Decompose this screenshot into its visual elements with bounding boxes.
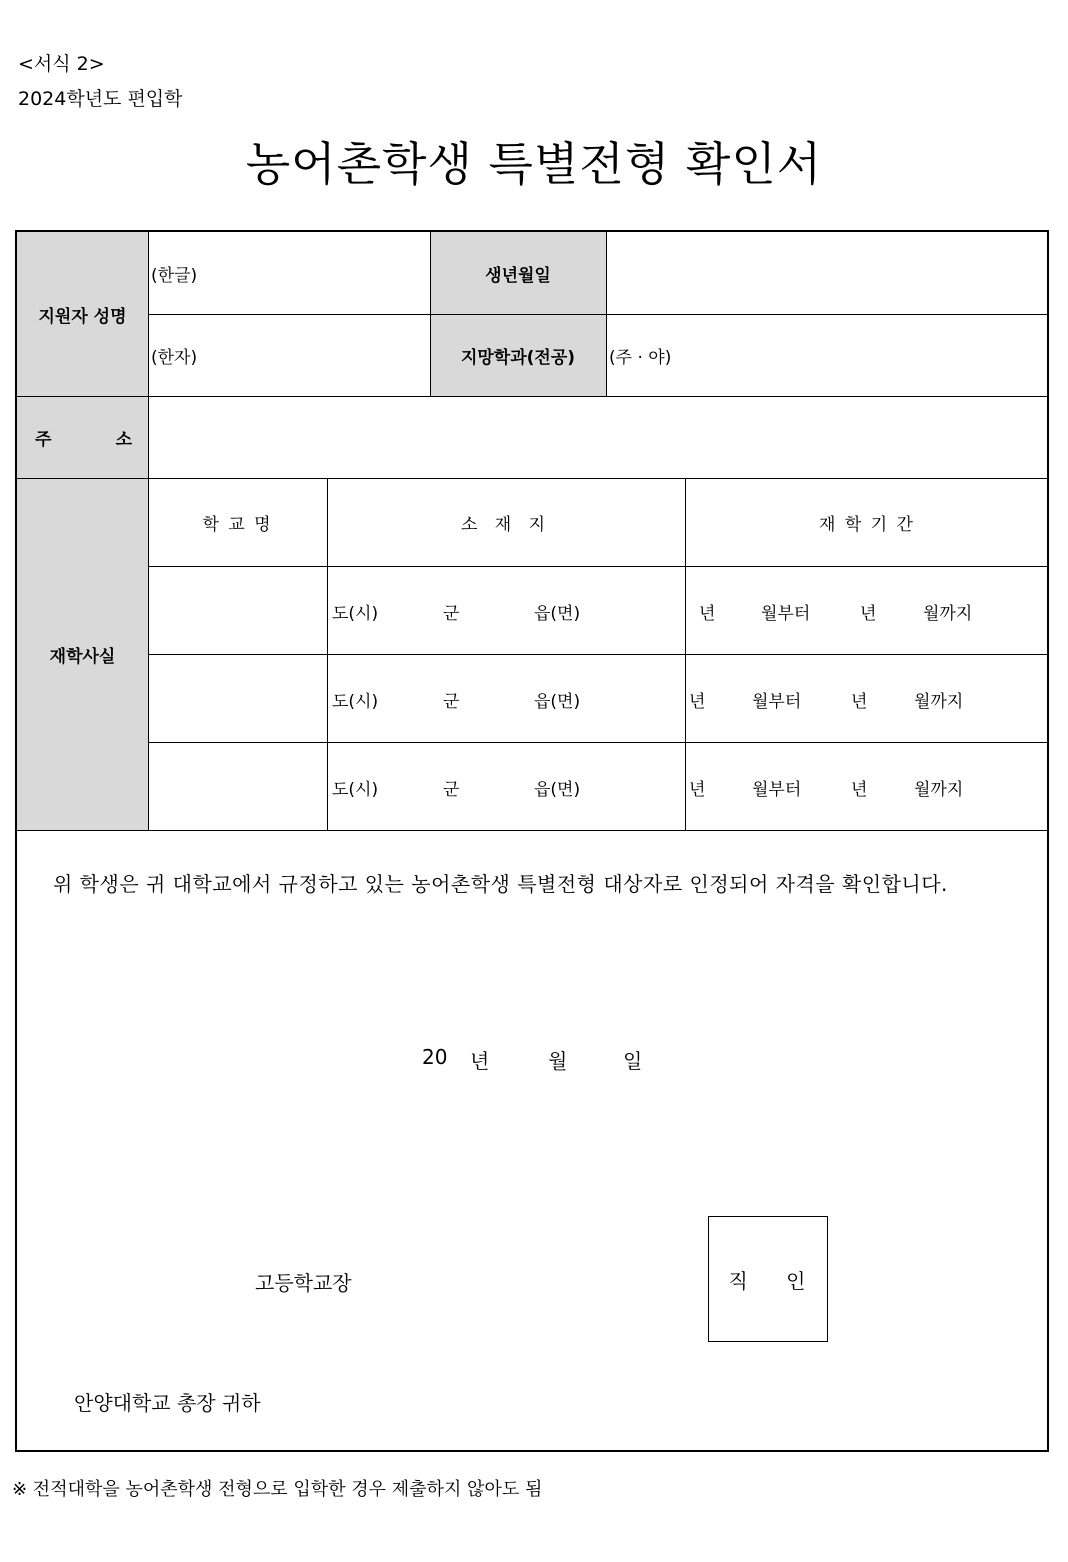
- col-period: 재 학 기 간: [819, 514, 915, 535]
- date-year: 년: [470, 1049, 490, 1073]
- location-eup: 읍(면): [534, 780, 581, 800]
- confirmation-statement: 위 학생은 귀 대학교에서 규정하고 있는 농어촌학생 특별전형 대상자로 인정되어 자격을 확인합니다.: [53, 872, 948, 896]
- department-label: 지망학과(전공): [430, 314, 606, 396]
- period-year-start: 년: [689, 692, 706, 712]
- principal-label: 고등학교장: [255, 1271, 352, 1295]
- period-month-until: 월까지: [914, 692, 964, 712]
- seal-label: 직 인: [728, 1268, 822, 1293]
- date-month: 월: [548, 1049, 568, 1073]
- enrollment-label: 재학사실: [17, 478, 148, 830]
- official-seal-box: [708, 1216, 828, 1342]
- date-day: 일: [623, 1049, 643, 1073]
- name-korean-field[interactable]: (한글): [151, 265, 198, 286]
- period-month-from: 월부터: [761, 604, 811, 624]
- location-eup: 읍(면): [534, 604, 581, 624]
- location-eup: 읍(면): [534, 692, 581, 712]
- location-do: 도(시): [332, 604, 379, 624]
- school-name-field[interactable]: [148, 654, 327, 742]
- period-month-from: 월부터: [752, 692, 802, 712]
- name-hanja-field[interactable]: (한자): [151, 347, 198, 368]
- birthdate-field[interactable]: [606, 232, 1049, 314]
- document-title: 농어촌학생 특별전형 확인서: [245, 137, 823, 191]
- period-year-end: 년: [851, 692, 868, 712]
- period-month-until: 월까지: [923, 604, 973, 624]
- location-do: 도(시): [332, 692, 379, 712]
- department-field[interactable]: (주 · 야): [609, 347, 672, 368]
- form-frame: [15, 230, 1049, 1452]
- birthdate-label: 생년월일: [430, 232, 606, 314]
- date-prefix: 20: [422, 1045, 448, 1069]
- school-name-field[interactable]: [148, 566, 327, 654]
- col-school-name: 학 교 명: [202, 514, 273, 535]
- admission-year: 2024학년도 편입학: [18, 88, 183, 110]
- location-gun: 군: [443, 692, 460, 712]
- period-month-from: 월부터: [752, 780, 802, 800]
- form-code: <서식 2>: [18, 53, 105, 75]
- period-year-end: 년: [851, 780, 868, 800]
- address-label: 주 소: [17, 396, 148, 478]
- period-month-until: 월까지: [914, 780, 964, 800]
- col-location: 소 재 지: [460, 514, 552, 535]
- location-do: 도(시): [332, 780, 379, 800]
- school-name-field[interactable]: [148, 742, 327, 830]
- location-gun: 군: [443, 604, 460, 624]
- period-year-start: 년: [689, 780, 706, 800]
- period-year-start: 년: [699, 604, 716, 624]
- footnote: ※ 전적대학을 농어촌학생 전형으로 입학한 경우 제출하지 않아도 됨: [12, 1479, 543, 1500]
- address-field[interactable]: [148, 396, 1049, 478]
- location-gun: 군: [443, 780, 460, 800]
- applicant-name-label: 지원자 성명: [17, 232, 148, 396]
- recipient: 안양대학교 총장 귀하: [74, 1391, 261, 1415]
- period-year-end: 년: [860, 604, 877, 624]
